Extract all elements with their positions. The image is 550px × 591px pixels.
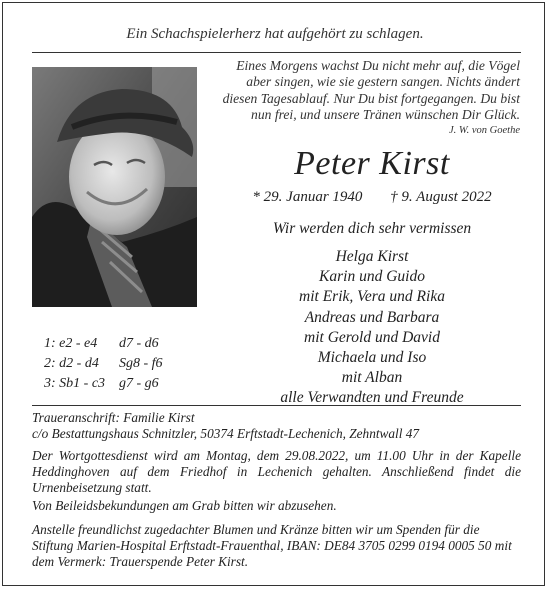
portrait-photo [32,67,197,307]
chess-move-row [44,354,163,374]
life-dates [222,189,522,206]
donation-info: Anstelle freundlichst zugedachter Blumen und Kränze bitten wir um Spenden für die Stiftung Marien-Hospital Erftstadt-Frauenthal, IBAN: DE84 3705 0299 0194 0005 50 mit dem Vermerk: Trauerspende Peter Kirst. [32,522,512,569]
chess-move-row [44,334,163,354]
white-move: 3: Sb1 - c3 [44,376,106,391]
address-line: c/o Bestattungshaus Schnitzler, 50374 Erftstadt-Lechenich, Zehntwall 47 [32,426,420,441]
chess-moves [44,334,163,394]
chess-move-row [44,374,163,394]
quote-line: Eines Morgens wachst Du nicht mehr auf, die Vögel [236,58,520,73]
service-info: Der Wortgottesdienst wird am Montag, dem 29.08.2022, um 11.00 Uhr in der Kapelle Heddinghoven auf dem Friedhof in Lechenich gehalten. Anschließend findet die Urnenbeisetzung statt. [32,448,521,495]
mourning-address [32,410,521,442]
quote-line: aber singen, wie sie gestern sangen. Nichts ändert [246,74,520,90]
mourner: Helga Kirst [335,248,409,265]
quote-line: diesen Tagesablauf. Nur Du bist fortgegangen. Du bist [222,90,520,106]
birth-date: * 29. Januar 1940 [252,189,363,205]
white-move: 2: d2 - d4 [44,356,99,371]
mourners-list [222,247,522,409]
mourner: mit Alban [341,369,403,387]
top-divider [32,52,521,53]
mourner: mit Erik, Vera und Rika [299,288,445,306]
black-move: g7 - g6 [119,376,159,391]
mourner: alle Verwandten und Freunde [280,389,464,407]
condolence-note: Von Beileidsbekundungen am Grab bitten wir abzusehen. [32,498,337,513]
miss-line: Wir werden dich sehr vermissen [272,220,472,237]
mourner: Andreas und Barbara [304,308,440,326]
goethe-quote [220,58,520,138]
address-line: Traueranschrift: Familie Kirst [32,410,195,425]
black-move: Sg8 - f6 [119,356,163,371]
quote-author: J. W. von Goethe [448,124,520,136]
mourner: mit Gerold und David [304,328,440,346]
motto: Ein Schachspielerherz hat aufgehört zu schlagen. [126,26,424,42]
quote-line: nun frei, und unsere Tränen wünschen Dir Glück. [251,107,520,123]
middle-divider [32,405,521,406]
black-move: d7 - d6 [119,336,159,351]
death-date: † 9. August 2022 [390,189,492,205]
mourner: Michaela und Iso [317,349,427,367]
white-move: 1: e2 - e4 [44,336,98,351]
mourner: Karin und Guido [319,268,425,286]
deceased-name: Peter Kirst [294,145,450,182]
